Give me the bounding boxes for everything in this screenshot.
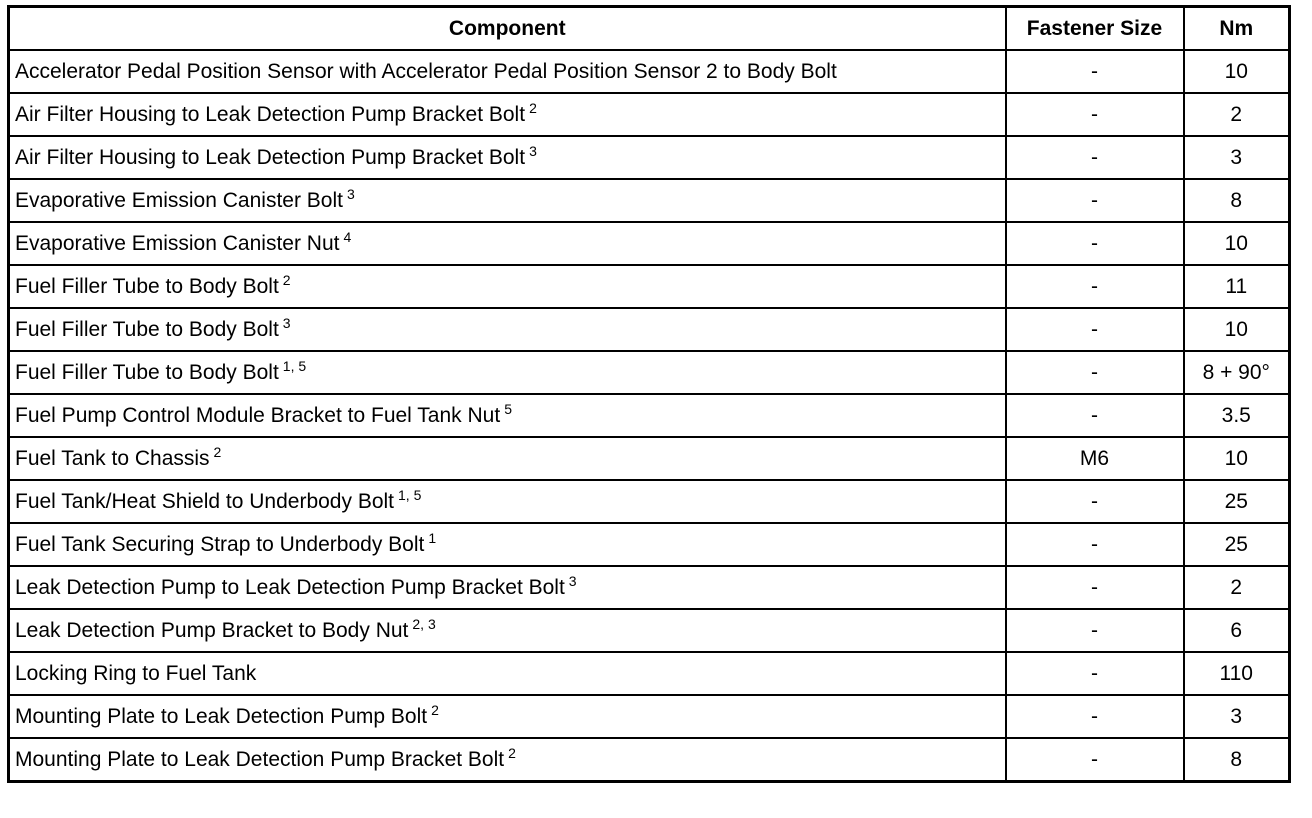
torque-value-cell: 110 <box>1184 652 1290 695</box>
table-row <box>9 480 1290 523</box>
footnote-reference: 2 <box>431 702 439 718</box>
torque-value-cell: 11 <box>1184 265 1290 308</box>
component-name: Mounting Plate to Leak Detection Pump Bolt <box>15 705 428 728</box>
footnote-reference: 3 <box>346 186 355 202</box>
footnote-reference: 2 <box>529 100 537 116</box>
component-name: Fuel Tank Securing Strap to Underbody Bolt <box>15 533 425 556</box>
component-name: Fuel Tank/Heat Shield to Underbody Bolt <box>15 490 395 513</box>
torque-value-cell: 8 <box>1184 738 1290 782</box>
table-row <box>9 265 1290 308</box>
table-row <box>9 523 1290 566</box>
component-cell <box>9 480 1006 523</box>
component-cell <box>9 50 1006 93</box>
footnote-reference: 2 <box>282 272 291 288</box>
footnote-reference: 2 <box>508 745 516 761</box>
table-row <box>9 652 1290 695</box>
table-row <box>9 566 1290 609</box>
component-name: Fuel Filler Tube to Body Bolt <box>15 275 279 298</box>
footnote-reference: 1, 5 <box>398 487 422 503</box>
fastener-size-cell: - <box>1006 50 1184 93</box>
component-cell <box>9 609 1006 652</box>
footnote-reference: 1, 5 <box>282 358 307 374</box>
component-name: Air Filter Housing to Leak Detection Pump Bracket Bolt <box>15 103 526 126</box>
component-name: Air Filter Housing to Leak Detection Pump Bracket Bolt <box>15 146 526 169</box>
component-cell <box>9 93 1006 136</box>
table-row <box>9 609 1290 652</box>
component-name: Accelerator Pedal Position Sensor with Accelerator Pedal Position Sensor 2 to Body Bolt <box>15 60 837 83</box>
torque-value-cell: 25 <box>1184 523 1290 566</box>
component-name: Mounting Plate to Leak Detection Pump Bracket Bolt <box>15 748 505 771</box>
component-name: Leak Detection Pump to Leak Detection Pump Bracket Bolt <box>15 576 565 599</box>
column-header-fastener-size: Fastener Size <box>1006 7 1184 51</box>
footnote-reference: 1 <box>428 530 437 546</box>
component-cell <box>9 308 1006 351</box>
header-row <box>9 7 1290 51</box>
torque-value-cell: 10 <box>1184 222 1290 265</box>
fastener-size-cell: - <box>1006 308 1184 351</box>
fastener-size-cell: - <box>1006 179 1184 222</box>
component-name: Fuel Filler Tube to Body Bolt <box>15 361 279 384</box>
fastener-size-cell: - <box>1006 394 1184 437</box>
fastener-size-cell: - <box>1006 523 1184 566</box>
torque-specifications-sheet <box>7 5 1288 783</box>
table-body <box>9 50 1290 782</box>
torque-value-cell: 3.5 <box>1184 394 1290 437</box>
table-row <box>9 308 1290 351</box>
table-row <box>9 93 1290 136</box>
torque-value-cell: 10 <box>1184 50 1290 93</box>
component-cell <box>9 738 1006 782</box>
footnote-reference: 2, 3 <box>412 616 436 632</box>
torque-value-cell: 6 <box>1184 609 1290 652</box>
fastener-size-cell: - <box>1006 652 1184 695</box>
torque-value-cell: 2 <box>1184 566 1290 609</box>
fastener-size-cell: - <box>1006 93 1184 136</box>
column-header-component: Component <box>9 7 1006 51</box>
component-cell <box>9 265 1006 308</box>
footnote-reference: 4 <box>343 229 352 245</box>
footnote-reference: 3 <box>282 315 291 331</box>
component-cell <box>9 222 1006 265</box>
footnote-reference: 3 <box>568 573 577 589</box>
table-row <box>9 738 1290 782</box>
table-row <box>9 695 1290 738</box>
fastener-size-cell: M6 <box>1006 437 1184 480</box>
component-name: Fuel Pump Control Module Bracket to Fuel Tank Nut <box>15 404 501 427</box>
fastener-size-cell: - <box>1006 136 1184 179</box>
torque-value-cell: 10 <box>1184 308 1290 351</box>
torque-value-cell: 3 <box>1184 695 1290 738</box>
footnote-reference: 2 <box>213 444 222 460</box>
fastener-size-cell: - <box>1006 738 1184 782</box>
component-cell <box>9 695 1006 738</box>
table-header <box>9 7 1290 51</box>
table-row <box>9 50 1290 93</box>
component-cell <box>9 136 1006 179</box>
torque-value-cell: 3 <box>1184 136 1290 179</box>
fastener-size-cell: - <box>1006 609 1184 652</box>
component-name: Evaporative Emission Canister Nut <box>15 232 340 255</box>
component-cell <box>9 652 1006 695</box>
table-row <box>9 437 1290 480</box>
component-cell <box>9 566 1006 609</box>
fastener-size-cell: - <box>1006 222 1184 265</box>
component-cell <box>9 437 1006 480</box>
torque-value-cell: 25 <box>1184 480 1290 523</box>
torque-specifications-table <box>7 5 1291 783</box>
component-name: Evaporative Emission Canister Bolt <box>15 189 343 212</box>
fastener-size-cell: - <box>1006 265 1184 308</box>
table-row <box>9 394 1290 437</box>
component-cell <box>9 523 1006 566</box>
component-name: Fuel Tank to Chassis <box>15 447 210 470</box>
fastener-size-cell: - <box>1006 351 1184 394</box>
component-cell <box>9 394 1006 437</box>
torque-value-cell: 10 <box>1184 437 1290 480</box>
torque-value-cell: 8 <box>1184 179 1290 222</box>
component-name: Leak Detection Pump Bracket to Body Nut <box>15 619 409 642</box>
column-header-nm: Nm <box>1184 7 1290 51</box>
footnote-reference: 5 <box>504 401 512 417</box>
fastener-size-cell: - <box>1006 695 1184 738</box>
fastener-size-cell: - <box>1006 566 1184 609</box>
component-name: Fuel Filler Tube to Body Bolt <box>15 318 279 341</box>
table-row <box>9 136 1290 179</box>
torque-value-cell: 2 <box>1184 93 1290 136</box>
table-row <box>9 222 1290 265</box>
table-row <box>9 351 1290 394</box>
torque-value-cell: 8 + 90° <box>1184 351 1290 394</box>
footnote-reference: 3 <box>529 143 537 159</box>
fastener-size-cell: - <box>1006 480 1184 523</box>
component-cell <box>9 179 1006 222</box>
table-row <box>9 179 1290 222</box>
component-cell <box>9 351 1006 394</box>
component-name: Locking Ring to Fuel Tank <box>15 662 257 685</box>
